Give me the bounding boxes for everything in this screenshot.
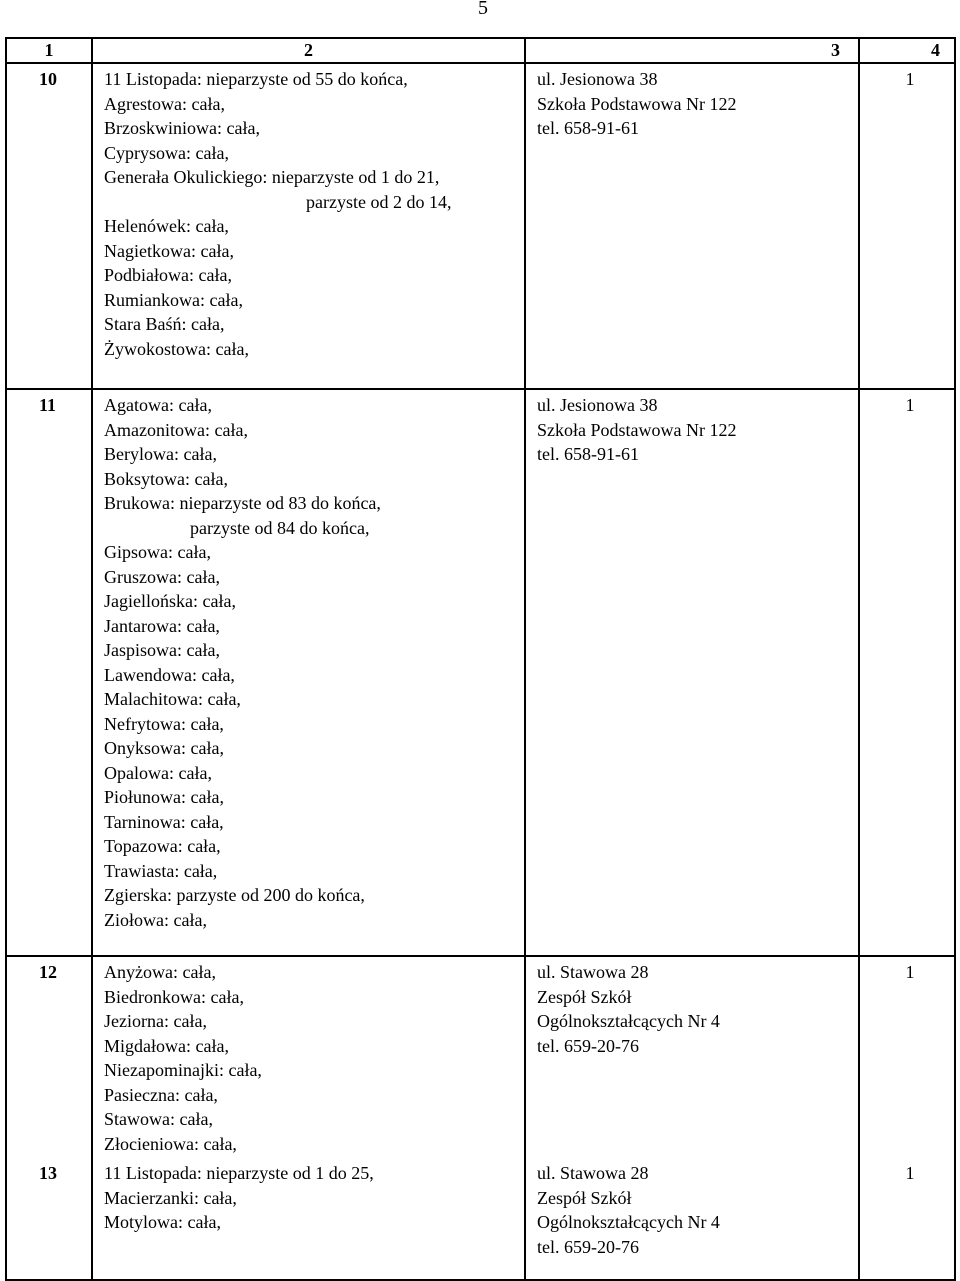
address-line: Szkoła Podstawowa Nr 122 bbox=[537, 93, 737, 114]
header-row bbox=[6, 38, 955, 63]
street-list bbox=[92, 1158, 525, 1280]
district-number: 11 bbox=[6, 389, 92, 956]
district-number: 13 bbox=[6, 1158, 92, 1280]
district-table bbox=[5, 37, 956, 1281]
street-entry: Generała Okulickiego: nieparzyste od 1 do 21, bbox=[104, 167, 440, 187]
polling-station-address bbox=[525, 389, 859, 956]
street-entry: Podbiałowa: cała, bbox=[104, 265, 232, 285]
street-entry: Jantarowa: cała, bbox=[104, 615, 220, 636]
polling-station-address bbox=[525, 63, 859, 389]
street-entry: Opalowa: cała, bbox=[104, 762, 212, 783]
street-entry: 11 Listopada: nieparzyste od 55 do końca, bbox=[104, 69, 408, 89]
table-row bbox=[6, 63, 955, 389]
street-entry: Motylowa: cała, bbox=[104, 1212, 221, 1232]
street-entry: Tarninowa: cała, bbox=[104, 811, 224, 832]
street-entry: Brzoskwiniowa: cała, bbox=[104, 118, 260, 138]
address-line: Szkoła Podstawowa Nr 122 bbox=[537, 419, 737, 440]
street-entry: Pasieczna: cała, bbox=[104, 1084, 218, 1105]
street-entry: Onyksowa: cała, bbox=[104, 738, 224, 758]
street-list bbox=[92, 956, 525, 1158]
street-entry: Migdałowa: cała, bbox=[104, 1035, 229, 1056]
district-number: 10 bbox=[6, 63, 92, 389]
address-line: Ogólnokształcących Nr 4 bbox=[537, 1212, 720, 1232]
street-entry: Stara Baśń: cała, bbox=[104, 314, 225, 334]
header-col-4: 4 bbox=[859, 38, 955, 63]
street-entry: parzyste od 2 do 14, bbox=[306, 191, 452, 212]
count-cell: 1 bbox=[859, 389, 955, 956]
street-entry: Ziołowa: cała, bbox=[104, 909, 207, 930]
address-line: Ogólnokształcących Nr 4 bbox=[537, 1011, 720, 1031]
street-entry: Macierzanki: cała, bbox=[104, 1187, 237, 1208]
table-body bbox=[6, 63, 955, 1280]
street-entry: Agatowa: cała, bbox=[104, 395, 212, 415]
street-entry: Piołunowa: cała, bbox=[104, 787, 224, 807]
street-entry: Boksytowa: cała, bbox=[104, 468, 228, 489]
street-list bbox=[92, 63, 525, 389]
address-line: tel. 659-20-76 bbox=[537, 1236, 639, 1257]
district-number: 12 bbox=[6, 956, 92, 1158]
street-entry: Rumiankowa: cała, bbox=[104, 289, 243, 310]
page-number: 5 bbox=[478, 0, 488, 19]
polling-station-address bbox=[525, 956, 859, 1158]
polling-station-address bbox=[525, 1158, 859, 1280]
count-cell: 1 bbox=[859, 1158, 955, 1280]
table-row bbox=[6, 389, 955, 956]
street-entry: Agrestowa: cała, bbox=[104, 93, 225, 114]
street-entry: Nagietkowa: cała, bbox=[104, 240, 234, 261]
address-line: ul. Jesionowa 38 bbox=[537, 395, 658, 415]
street-entry: Lawendowa: cała, bbox=[104, 664, 235, 685]
street-entry: Topazowa: cała, bbox=[104, 836, 221, 856]
street-list bbox=[92, 389, 525, 956]
address-line: tel. 659-20-76 bbox=[537, 1035, 639, 1056]
street-entry: Helenówek: cała, bbox=[104, 216, 229, 236]
street-entry: Niezapominajki: cała, bbox=[104, 1060, 262, 1080]
table-row bbox=[6, 956, 955, 1158]
street-entry: Brukowa: nieparzyste od 83 do końca, bbox=[104, 493, 381, 513]
address-line: ul. Stawowa 28 bbox=[537, 1163, 649, 1183]
street-entry: Stawowa: cała, bbox=[104, 1109, 213, 1129]
street-entry: Trawiasta: cała, bbox=[104, 860, 218, 881]
street-entry: Gipsowa: cała, bbox=[104, 542, 211, 562]
street-entry: Jaspisowa: cała, bbox=[104, 640, 220, 660]
count-cell: 1 bbox=[859, 956, 955, 1158]
address-line: Zespół Szkół bbox=[537, 1187, 632, 1208]
count-cell: 1 bbox=[859, 63, 955, 389]
street-entry: Biedronkowa: cała, bbox=[104, 986, 244, 1007]
street-entry: Amazonitowa: cała, bbox=[104, 419, 248, 440]
table-row bbox=[6, 1158, 955, 1280]
street-entry: Cyprysowa: cała, bbox=[104, 142, 229, 163]
street-entry: Jeziorna: cała, bbox=[104, 1011, 207, 1031]
header-col-2: 2 bbox=[92, 38, 525, 63]
street-entry: Żywokostowa: cała, bbox=[104, 338, 249, 359]
header-col-1: 1 bbox=[6, 38, 92, 63]
street-entry: Złocieniowa: cała, bbox=[104, 1133, 237, 1154]
street-entry: Jagiellońska: cała, bbox=[104, 591, 236, 611]
street-entry: Malachitowa: cała, bbox=[104, 689, 241, 709]
street-entry: parzyste od 84 do końca, bbox=[190, 517, 370, 538]
address-line: Zespół Szkół bbox=[537, 986, 632, 1007]
address-line: ul. Stawowa 28 bbox=[537, 962, 649, 982]
address-line: ul. Jesionowa 38 bbox=[537, 69, 658, 89]
street-entry: Nefrytowa: cała, bbox=[104, 713, 224, 734]
street-entry: 11 Listopada: nieparzyste od 1 do 25, bbox=[104, 1163, 374, 1183]
header-col-3: 3 bbox=[525, 38, 859, 63]
street-entry: Anyżowa: cała, bbox=[104, 962, 216, 982]
street-entry: Gruszowa: cała, bbox=[104, 566, 220, 587]
street-entry: Berylowa: cała, bbox=[104, 444, 217, 464]
address-line: tel. 658-91-61 bbox=[537, 444, 639, 464]
street-entry: Zgierska: parzyste od 200 do końca, bbox=[104, 885, 365, 905]
address-line: tel. 658-91-61 bbox=[537, 118, 639, 138]
